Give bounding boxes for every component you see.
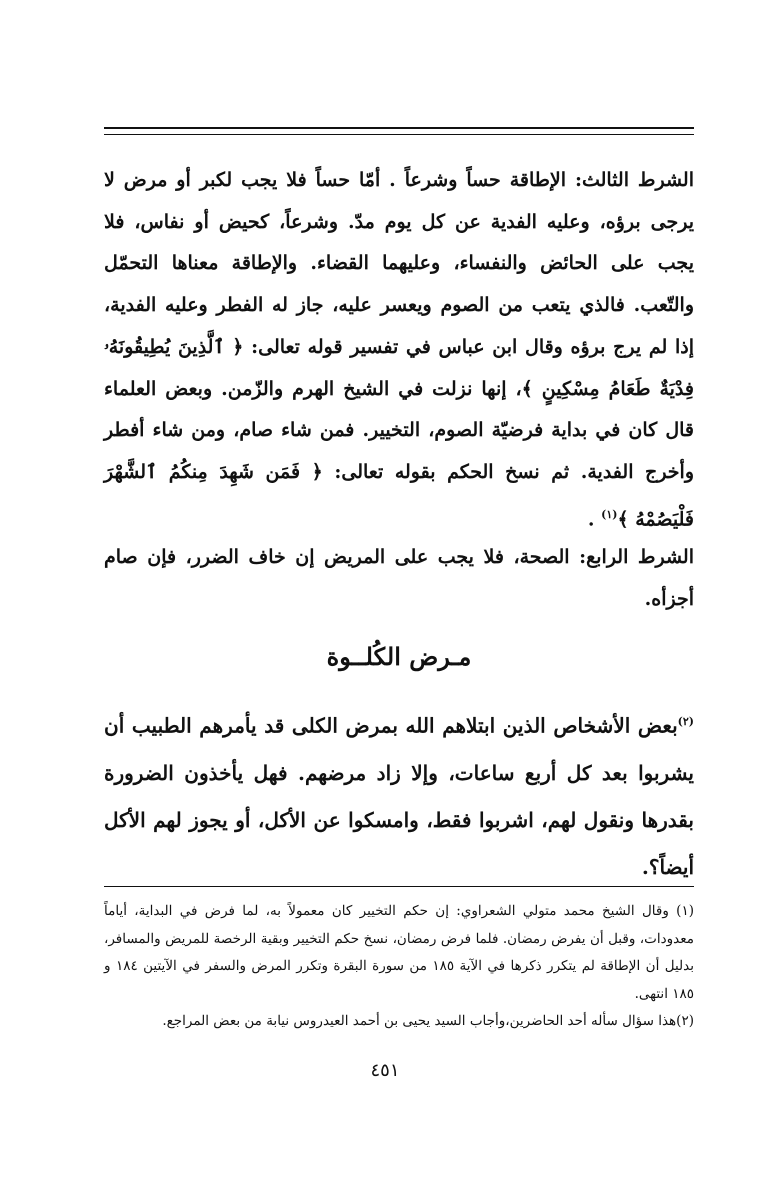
footnote-marker-1: (١) xyxy=(601,507,618,521)
footnote-2: (٢)هذا سؤال سأله أحد الحاضرين،وأجاب السيد يحيى بن أحمد العيدروس نيابة من بعض المراجع. xyxy=(162,1013,694,1029)
paragraph-kidney-question xyxy=(104,698,694,891)
footnote-marker-2: (٢) xyxy=(677,715,695,728)
paragraph-condition-four xyxy=(104,536,694,620)
footnote-1: (١) وقال الشيخ محمد متولي الشعراوي: إن حكم التخيير كان معمولاً به، لما فرض في البداية، أياماً معدودات، وقبل أن يفرض رمضان. فلما فرض رمضان، نسخ حكم التخيير وبقية الرخصة للمريض والمسافر، بدليل أن الإطاقة لم يتكرر ذكرها في الآية ١٨٥ من سورة البقرة وتكرر المرض والسفر في الآيتين ١٨٤ و ١٨٥ انتهى. xyxy=(104,903,695,1002)
footnote-separator xyxy=(104,886,694,887)
paragraph-text: بعض الأشخاص الذين ابتلاهم الله بمرض الكلى قد يأمرهم الطبيب أن يشربوا بعد كل أربع ساعات، وإلا زاد مرضهم. فهل يأخذون الضرورة بقدرها ونقول لهم، اشربوا فقط، وامسكوا عن الأكل، أو يجوز لهم الأكل أيضاً؟. xyxy=(104,713,694,879)
footnotes xyxy=(104,898,694,1036)
paragraph-end: . xyxy=(587,507,595,530)
header-rule-top xyxy=(104,127,694,129)
section-heading: مـرض الكُلــوة xyxy=(326,642,472,671)
paragraph-condition-three xyxy=(104,160,694,541)
page-number: ٤٥١ xyxy=(370,1060,400,1081)
paragraph-text: الشرط الرابع: الصحة، فلا يجب على المريض إن خاف الضرر، فإن صام أجزأه. xyxy=(104,546,694,610)
header-rule-bottom xyxy=(104,134,694,135)
paragraph-text: الشرط الثالث: الإطاقة حساً وشرعاً . أمّا حساً فلا يجب لكبر أو مرض لا يرجى برؤه، وعليه الفدية عن كل يوم مدّ. وشرعاً، كحيض أو نفاس، فلا يجب على الحائض والنفساء، وعليهما القضاء. والإطاقة معناها التحمّل والتّعب. فالذي يتعب من الصوم ويعسر عليه، جاز له الفطر وعليه الفدية، إذا لم يرج برؤه وقال ابن عباس في تفسير قوله تعالى: ﴿ ٱلَّذِينَ يُطِيقُونَهُۥ فِدْيَةٌ طَعَامُ مِسْكِينٍ ﴾، إنها نزلت في الشيخ الهرم والزّمن. وبعض العلماء قال كان في بداية فرضيّة الصوم، التخيير. فمن شاء صام، ومن شاء أفطر وأخرج الفدية. ثم نسخ الحكم بقوله تعالى: ﴿ فَمَن شَهِدَ مِنكُمُ ٱلشَّهْرَ فَلْيَصُمْهُ ﴾ xyxy=(104,169,694,530)
